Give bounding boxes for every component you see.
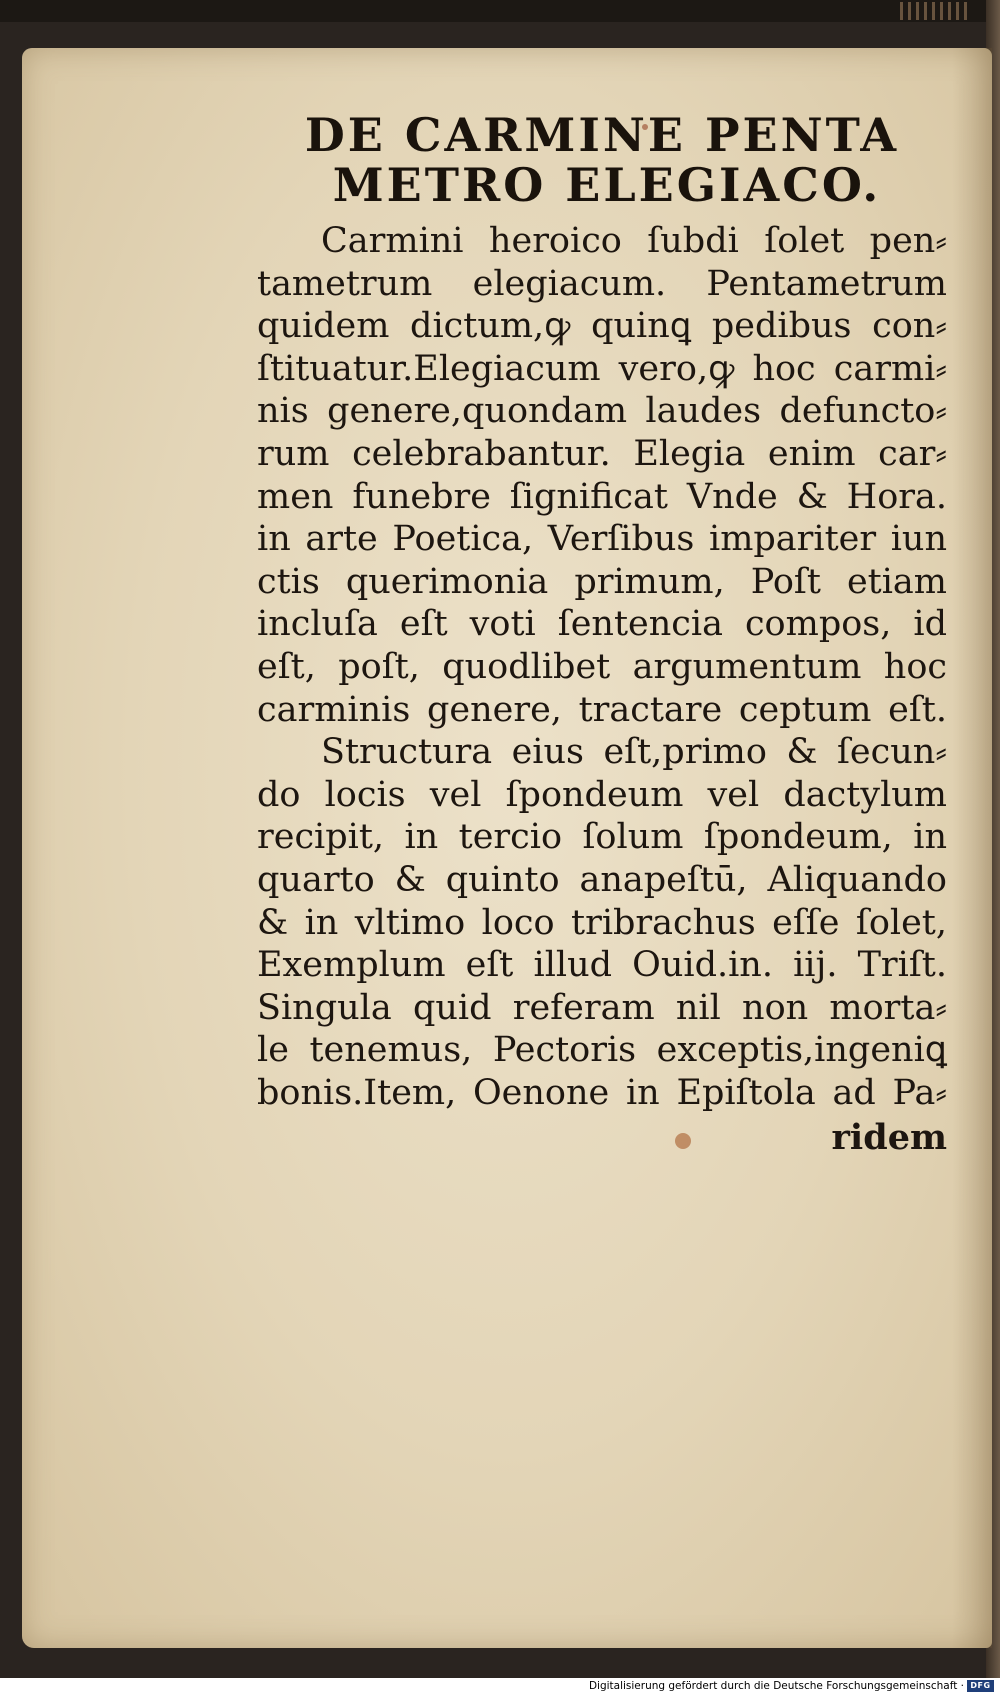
- text-line: bonis.Item, Oenone in Epiſtola ad Pa⸗: [257, 1072, 947, 1113]
- text-line: carminis genere, tractare ceptum eſt.: [257, 689, 947, 730]
- digitization-footer: [0, 1678, 1000, 1695]
- scan-top-edge: [0, 0, 1000, 22]
- funding-credit: Digitalisierung gefördert durch die Deutsche Forschungsgemeinschaft ·: [588, 1680, 964, 1692]
- text-line: quarto & quinto anapeſtū, Aliquando: [257, 859, 947, 900]
- page-heading: [257, 110, 947, 210]
- text-line: le tenemus, Pectoris exceptis,ingeniꝗ: [257, 1030, 947, 1071]
- text-line: ctis querimonia primum, Poſt etiam: [257, 561, 947, 602]
- dfg-logo-icon: DFG: [967, 1680, 994, 1692]
- text-line: recipit, in tercio ſolum ſpondeum, in: [257, 817, 947, 858]
- text-line: tametrum elegiacum. Pentametrum: [257, 263, 947, 304]
- text-line: Structura eius eſt,primo & ſecun⸗: [321, 732, 947, 773]
- text-line: nis genere,quondam laudes defuncto⸗: [257, 391, 947, 432]
- text-line: in arte Poetica, Verſibus impariter iun: [257, 519, 947, 560]
- text-line: men funebre ſignificat Vnde & Hora.: [257, 476, 947, 517]
- text-line: ſtituatur.Elegiacum vero,ꝙ hoc carmi⸗: [257, 348, 947, 389]
- text-line: rum celebrabantur. Elegia enim car⸗: [257, 433, 947, 474]
- text-line: eſt, poſt, quodlibet argumentum hoc: [257, 646, 947, 687]
- heading-line-1: DE CARMINE PENTA: [304, 108, 900, 162]
- paragraph-2: [257, 731, 947, 1114]
- heading-line-2: METRO ELEGIACO.: [332, 158, 882, 212]
- text-line: incluſa eſt voti ſentencia compos, id: [257, 604, 947, 645]
- text-line: Singula quid referam nil non morta⸗: [257, 987, 947, 1028]
- text-line: Exemplum eſt illud Ouid.in. iij. Triſt.: [257, 945, 947, 986]
- catchword: ridem: [831, 1117, 947, 1159]
- paragraph-1: [257, 220, 947, 731]
- text-line: quidem dictum,ꝙ quinꝗ pedibus con⸗: [257, 306, 947, 347]
- text-line: & in vltimo loco tribrachus eſſe ſolet,: [257, 902, 947, 943]
- page-text-block: [257, 110, 947, 1160]
- scan-ruler-marks: [900, 2, 970, 20]
- text-line: Carmini heroico ſubdi ſolet pen⸗: [321, 221, 947, 261]
- text-line: do locis vel ſpondeum vel dactylum: [257, 774, 947, 815]
